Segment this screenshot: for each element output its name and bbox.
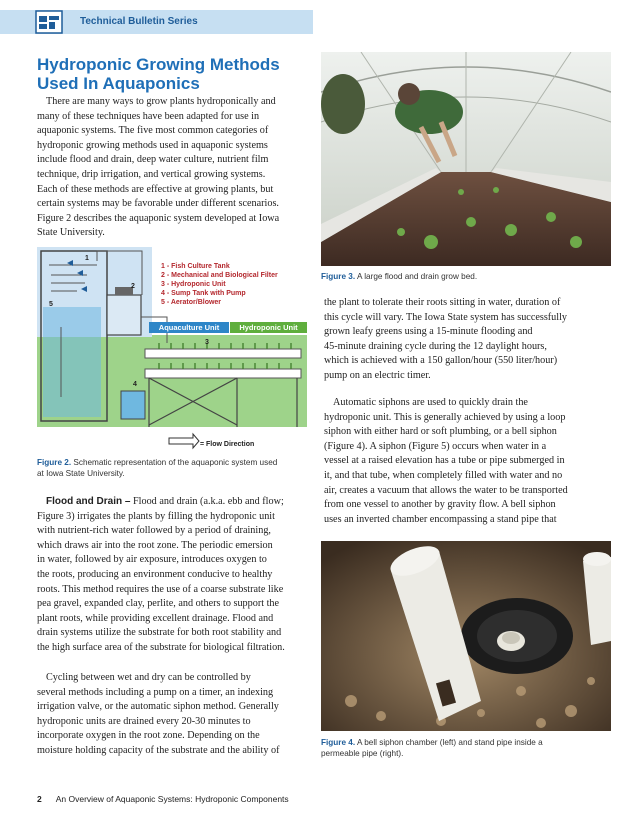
caption-label: Figure 4. bbox=[321, 738, 356, 747]
bulletin-logo-icon bbox=[34, 8, 64, 36]
text-line: hydroponic growing methods used in aquaponic systems bbox=[37, 139, 268, 151]
legend-item: 3 - Hydroponic Unit bbox=[161, 281, 226, 288]
schematic-number: 4 bbox=[133, 381, 137, 388]
sump-tank bbox=[121, 391, 145, 419]
schematic-number: 3 bbox=[205, 339, 209, 346]
text-line: which is achieved with a 150 gallon/hour (550 liter/hour) bbox=[324, 355, 558, 367]
text-line: include flood and drain, deep water culture, nutrient film bbox=[37, 154, 269, 166]
text-line: Cycling between wet and dry can be controlled by bbox=[46, 672, 251, 683]
text-line: the roots, producing an environment conducive to healthy bbox=[37, 568, 273, 580]
flow-arrow-icon bbox=[169, 434, 199, 448]
text-line: certain systems may be favorable under different scenarios. bbox=[37, 198, 279, 210]
text-line: many of these techniques have been adapted for use in bbox=[37, 110, 260, 122]
legend-item: 4 - Sump Tank with Pump bbox=[161, 290, 246, 297]
caption-text: A bell siphon chamber (left) and stand pipe inside a bbox=[355, 738, 543, 747]
text-line: There are many ways to grow plants hydroponically and bbox=[46, 96, 276, 107]
flood-drain-paragraph bbox=[37, 495, 317, 656]
text-line: 45-minute draining cycle during the 12 daylight hours, bbox=[324, 340, 547, 352]
text-line: from one vessel to another by gravity flow. A bell siphon bbox=[324, 499, 556, 511]
text-line: Figure 2 describes the aquaponic system developed at Iowa bbox=[37, 212, 280, 224]
filter-tank bbox=[107, 295, 141, 335]
caption-text: permeable pipe (right). bbox=[321, 749, 404, 758]
text-line: technique, drip irrigation, and vertical growing systems. bbox=[37, 168, 266, 180]
figure-4-caption bbox=[321, 737, 611, 759]
legend-item: 2 - Mechanical and Biological Filter bbox=[161, 272, 278, 279]
title-line: Hydroponic Growing Methods bbox=[37, 55, 280, 74]
figure-4-photo bbox=[321, 541, 611, 731]
caption-text: A large flood and drain grow bed. bbox=[355, 272, 478, 281]
cycling-paragraph bbox=[37, 671, 317, 759]
text-line: (Figure 4). A siphon (Figure 5) occurs when water in a bbox=[324, 440, 547, 452]
text-line: pea gravel, expanded clay, perlite, and others to support the bbox=[37, 598, 280, 610]
text-line: pump on an electric timer. bbox=[324, 369, 431, 381]
footer-text: An Overview of Aquaponic Systems: Hydroponic Components bbox=[55, 794, 289, 804]
legend-item: 5 - Aerator/Blower bbox=[161, 299, 222, 306]
text-line: irrigation valve, or the automatic siphon method. Generally bbox=[37, 701, 279, 713]
grow-bed bbox=[145, 349, 301, 358]
article-title bbox=[37, 55, 317, 93]
text-line: with nutrient-rich water followed by a period of draining, bbox=[37, 525, 271, 537]
section-heading: Flood and Drain – bbox=[46, 496, 131, 507]
text-line: Automatic siphons are used to quickly drain the bbox=[333, 397, 528, 408]
bell-siphon-photo bbox=[321, 541, 611, 731]
text-line: which draws air into the root zone. The periodic emersion bbox=[37, 539, 273, 551]
text-line: the plant to tolerate their roots sitting in water, duration of bbox=[324, 297, 561, 308]
text-line: siphon with either hard or soft plumbing, or a bell siphon bbox=[324, 426, 557, 438]
text-line: plant roots, while providing excellent drainage. Flood and bbox=[37, 612, 274, 624]
legend-item: 1 - Fish Culture Tank bbox=[161, 263, 230, 270]
text-line: Flood and drain (a.k.a. ebb and flow; bbox=[130, 496, 284, 507]
caption-label: Figure 2. bbox=[37, 458, 72, 467]
text-line: Figure 3) irrigates the plants by filling the hydroponic unit bbox=[37, 510, 275, 522]
series-title: Technical Bulletin Series bbox=[80, 16, 198, 27]
page-number: 2 bbox=[37, 794, 42, 804]
title-line: Used In Aquaponics bbox=[37, 74, 200, 93]
right-paragraph-2 bbox=[324, 396, 614, 527]
text-line: hydroponic units are drained every 20-30 minutes to bbox=[37, 715, 251, 727]
caption-text: at Iowa State University. bbox=[37, 469, 125, 478]
schematic-legend bbox=[161, 262, 278, 307]
text-line: air, creates a vacuum that allows the water to be transported bbox=[324, 484, 568, 496]
text-line: aquaponic systems. The five most common categories of bbox=[37, 125, 269, 137]
hydroponic-unit-label: Hydroponic Unit bbox=[230, 322, 307, 333]
figure-3-caption bbox=[321, 271, 611, 282]
page-footer bbox=[37, 794, 289, 804]
schematic-number: 1 bbox=[85, 255, 89, 262]
text-line: roots. This method requires the use of a coarse substrate like bbox=[37, 583, 284, 595]
text-line: incorporate oxygen in the root zone. Depending on the bbox=[37, 730, 260, 742]
text-line: Each of these methods are effective at growing plants, but bbox=[37, 183, 274, 195]
schematic-number: 5 bbox=[49, 301, 53, 308]
text-line: drain systems utilize the substrate for both root stability and bbox=[37, 627, 282, 639]
text-line: vessel at a raised elevation has a tube or pipe submerged in bbox=[324, 455, 565, 467]
text-line: State University. bbox=[37, 227, 105, 239]
figure-3-photo bbox=[321, 52, 611, 266]
schematic-number: 2 bbox=[131, 283, 135, 290]
intro-paragraph bbox=[37, 95, 317, 241]
text-line: grown leafy greens using a 15-minute flooding and bbox=[324, 326, 533, 338]
text-line: several methods including a pump on a timer, an indexing bbox=[37, 686, 274, 698]
text-line: hydroponic unit. This is generally achieved by using a loop bbox=[324, 411, 566, 423]
text-line: in water, followed by air exposure, introduces oxygen to bbox=[37, 554, 267, 566]
text-line: it, and that tube, when completely filled with water and no bbox=[324, 469, 563, 481]
grow-bed-photo bbox=[321, 52, 611, 266]
water bbox=[43, 307, 101, 417]
page-header bbox=[0, 0, 638, 45]
caption-label: Figure 3. bbox=[321, 272, 356, 281]
figure-2-schematic bbox=[37, 247, 307, 453]
text-line: uses an inverted chamber encompassing a stand pipe that bbox=[324, 513, 557, 525]
caption-text: Schematic representation of the aquaponic system used bbox=[71, 458, 278, 467]
text-line: the high surface area of the substrate for biological filtration. bbox=[37, 641, 285, 653]
figure-2-caption bbox=[37, 457, 312, 479]
text-line: moisture holding capacity of the substrate and the ability of bbox=[37, 744, 280, 756]
flow-direction-label: = Flow Direction bbox=[200, 441, 255, 448]
right-paragraph-1 bbox=[324, 296, 614, 384]
aquaculture-unit-label: Aquaculture Unit bbox=[149, 322, 229, 333]
grow-bed bbox=[145, 369, 301, 378]
text-line: this cycle will vary. The Iowa State system has successfully bbox=[324, 311, 568, 323]
